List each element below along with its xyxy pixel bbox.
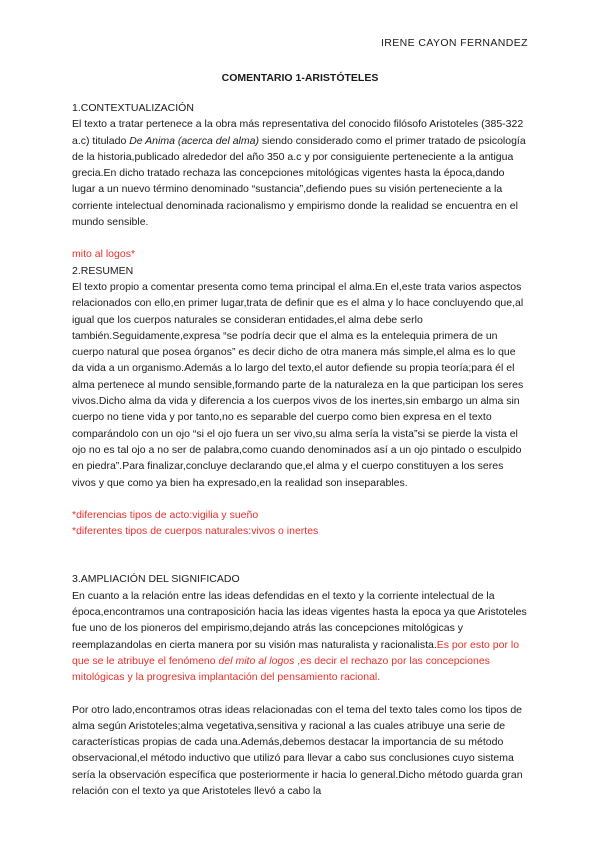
ampliacion-paragraph-2: Por otro lado,encontramos otras ideas relacionadas con el tema del texto tales como los tipos de alma según Aristoteles;alma vegetativa,sensitiva y racional a las cuales atribuye una serie de características propias de cada una.Además,debemos destacar la importancia de su método observacional,el método inductivo que utilizó para llevar a cabo sus conclusiones cuyo sistema sería la observación específica que posteriormente ir hacia lo general.Dicho método guarda gran relación con el texto ya que Aristoteles llevó a cabo la [72, 703, 523, 797]
section-heading-contextualizacion: 1.CONTEXTUALIZACIÓN [72, 102, 194, 114]
author-name: IRENE CAYON FERNANDEZ [380, 37, 528, 49]
context-text-part2: siendo considerado como el primer tratado de psicología de la historia,publicado alrededor del año 350 a.c y por consiguiente perteneciente a la antigua grecia.En dicho tratado rechaza las concepciones mitológicas vigentes hasta la época,dando lugar a un nuevo término denominado “sustancia”,defiendo pues su visión perteneciente a la corriente intelectual denominada racionalismo y empirismo donde la realidad se encuentra en el mundo sensible. [72, 134, 526, 229]
annotation-tipos-cuerpos: *diferentes tipos de cuerpos naturales:vivos o inertes [72, 525, 319, 538]
annotation-tipos-acto: *diferencias tipos de acto:vigilia y sueño [72, 508, 259, 521]
section-heading-resumen: 2.RESUMEN [72, 264, 134, 277]
section-heading-ampliacion: 3.AMPLIACIÓN DEL SIGNIFICADO [72, 573, 240, 586]
ampliacion-p1-highlight-2: ,es decir el rechazo por las concepciones mitológicas y la progresiva implantación del pensamiento racional. [72, 654, 490, 684]
context-text-part1: El texto a tratar pertenece a la obra más representativa del conocido filósofo Aristoteles (385-322 a.c) titulado [72, 118, 524, 147]
resumen-paragraph: El texto propio a comentar presenta como tema principal el alma.En el,este trata varios aspectos relacionados con ello,en primer lugar,trata de definir que es el alma y lo hace concluyendo que,al igual que los cuerpos naturales se consideran entidades,el alma debe serlo también.Seguidamente,expresa “se podría decir que el alma es la entelequia primera de un cuerpo natural que posea órganos” es decir dicho de otra manera más simple,el alma es lo que da vida a un organismo.Además a lo largo del texto,el autor defiende su propia teoría;para él el alma pertenece al mundo sensible,formando parte de la naturaleza en la que participan los seres vivos.Dicho alma da vida y diferencia a los cuerpos vivos de los inertes,sin embargo un alma sin cuerpo no tiene vida y por tanto,no es separable del cuerpo como bien expresa en el texto comparándolo con un ojo “si el ojo fuera un ser vivo,su alma sería la vista”si se pierde la vista el ojo no es tal ojo a no ser de palabra,como cuando denominados así a un ojo pintado o esculpido en piedra”.Para finalizar,concluye declarando que,el alma y el cuerpo constituyen a los seres vivos y que como ya bien ha expresado,en la realidad son inseparables. [72, 280, 524, 489]
ampliacion-paragraph-1 [72, 588, 528, 686]
contextualizacion-paragraph [72, 116, 528, 230]
document-body [72, 100, 528, 799]
work-title: De Anima (acerca del alma) [129, 134, 259, 147]
ampliacion-p1-highlight-italic: del mito al logos [218, 654, 295, 667]
ampliacion-p1-text: En cuanto a la relación entre las ideas defendidas en el texto y la corriente intelectual de la época,encontramos una contraposición hacia las ideas vigentes hasta la epoca ya que Aristoteles fue uno de los pioneros del empirismo,dejando atrás las concepciones mitológicas y reemplazandolas en cierta manera por su visión mas naturalista y racionalista. [72, 589, 527, 651]
ampliacion-p1-highlight-1: Es por esto por lo que se le atribuye el fenómeno [72, 638, 520, 667]
document-title: COMENTARIO 1-ARISTÓTELES [221, 72, 379, 84]
annotation-mito-logos: mito al logos* [72, 248, 136, 261]
